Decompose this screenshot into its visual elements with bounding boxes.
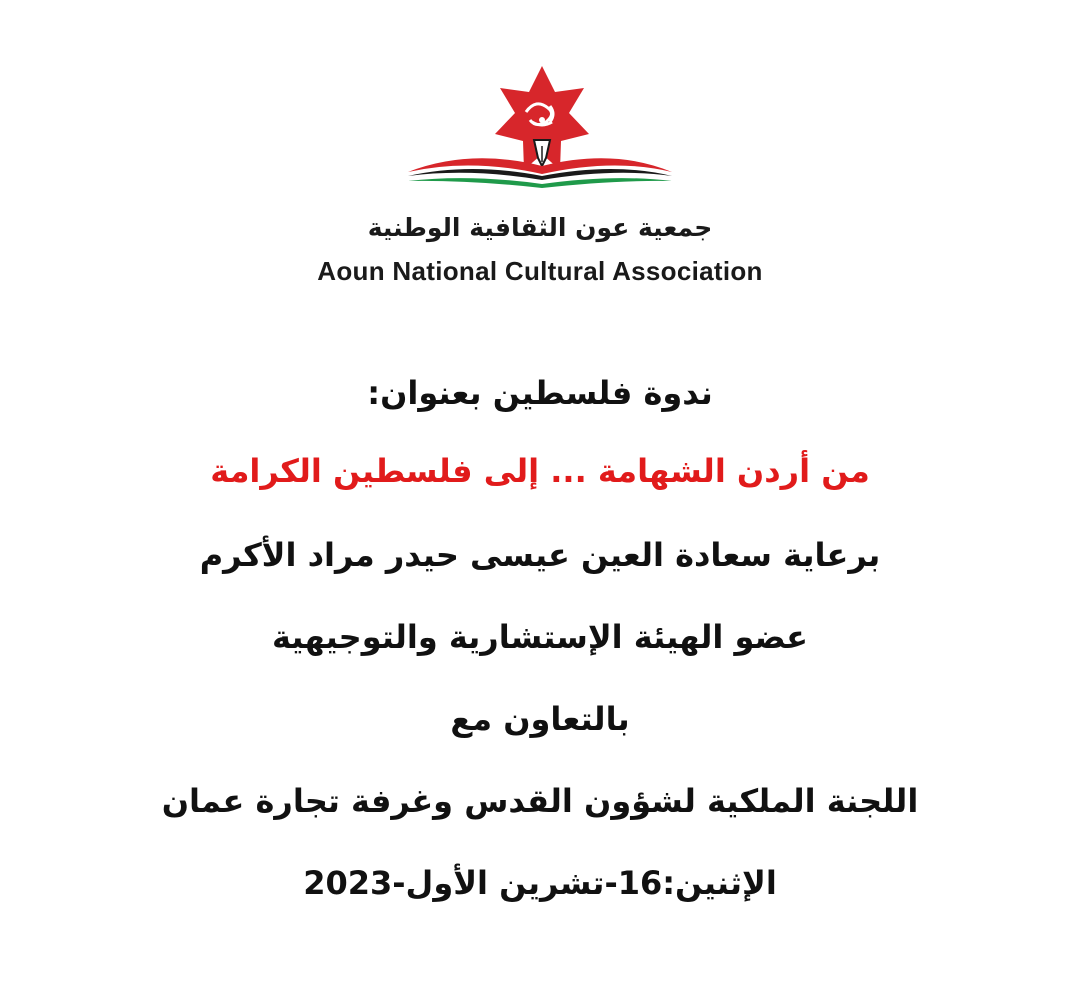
announcement-title: من أردن الشهامة ... إلى فلسطين الكرامة: [210, 452, 870, 490]
patronage-line: برعاية سعادة العين عيسى حيدر مراد الأكرم: [199, 536, 881, 574]
organization-name-english: Aoun National Cultural Association: [317, 256, 763, 286]
event-date: الإثنين:16-تشرين الأول-2023: [303, 864, 777, 902]
organization-logo: [0, 0, 1080, 300]
partners-line: اللجنة الملكية لشؤون القدس وغرفة تجارة عمان: [161, 782, 919, 820]
cooperation-line: بالتعاون مع: [450, 700, 630, 738]
patron-role-line: عضو الهيئة الإستشارية والتوجيهية: [272, 618, 808, 656]
star-pen-book-logo-icon: [400, 62, 680, 192]
announcement-heading: ندوة فلسطين بعنوان:: [367, 374, 713, 412]
organization-name-arabic: جمعية عون الثقافية الوطنية: [367, 213, 713, 242]
